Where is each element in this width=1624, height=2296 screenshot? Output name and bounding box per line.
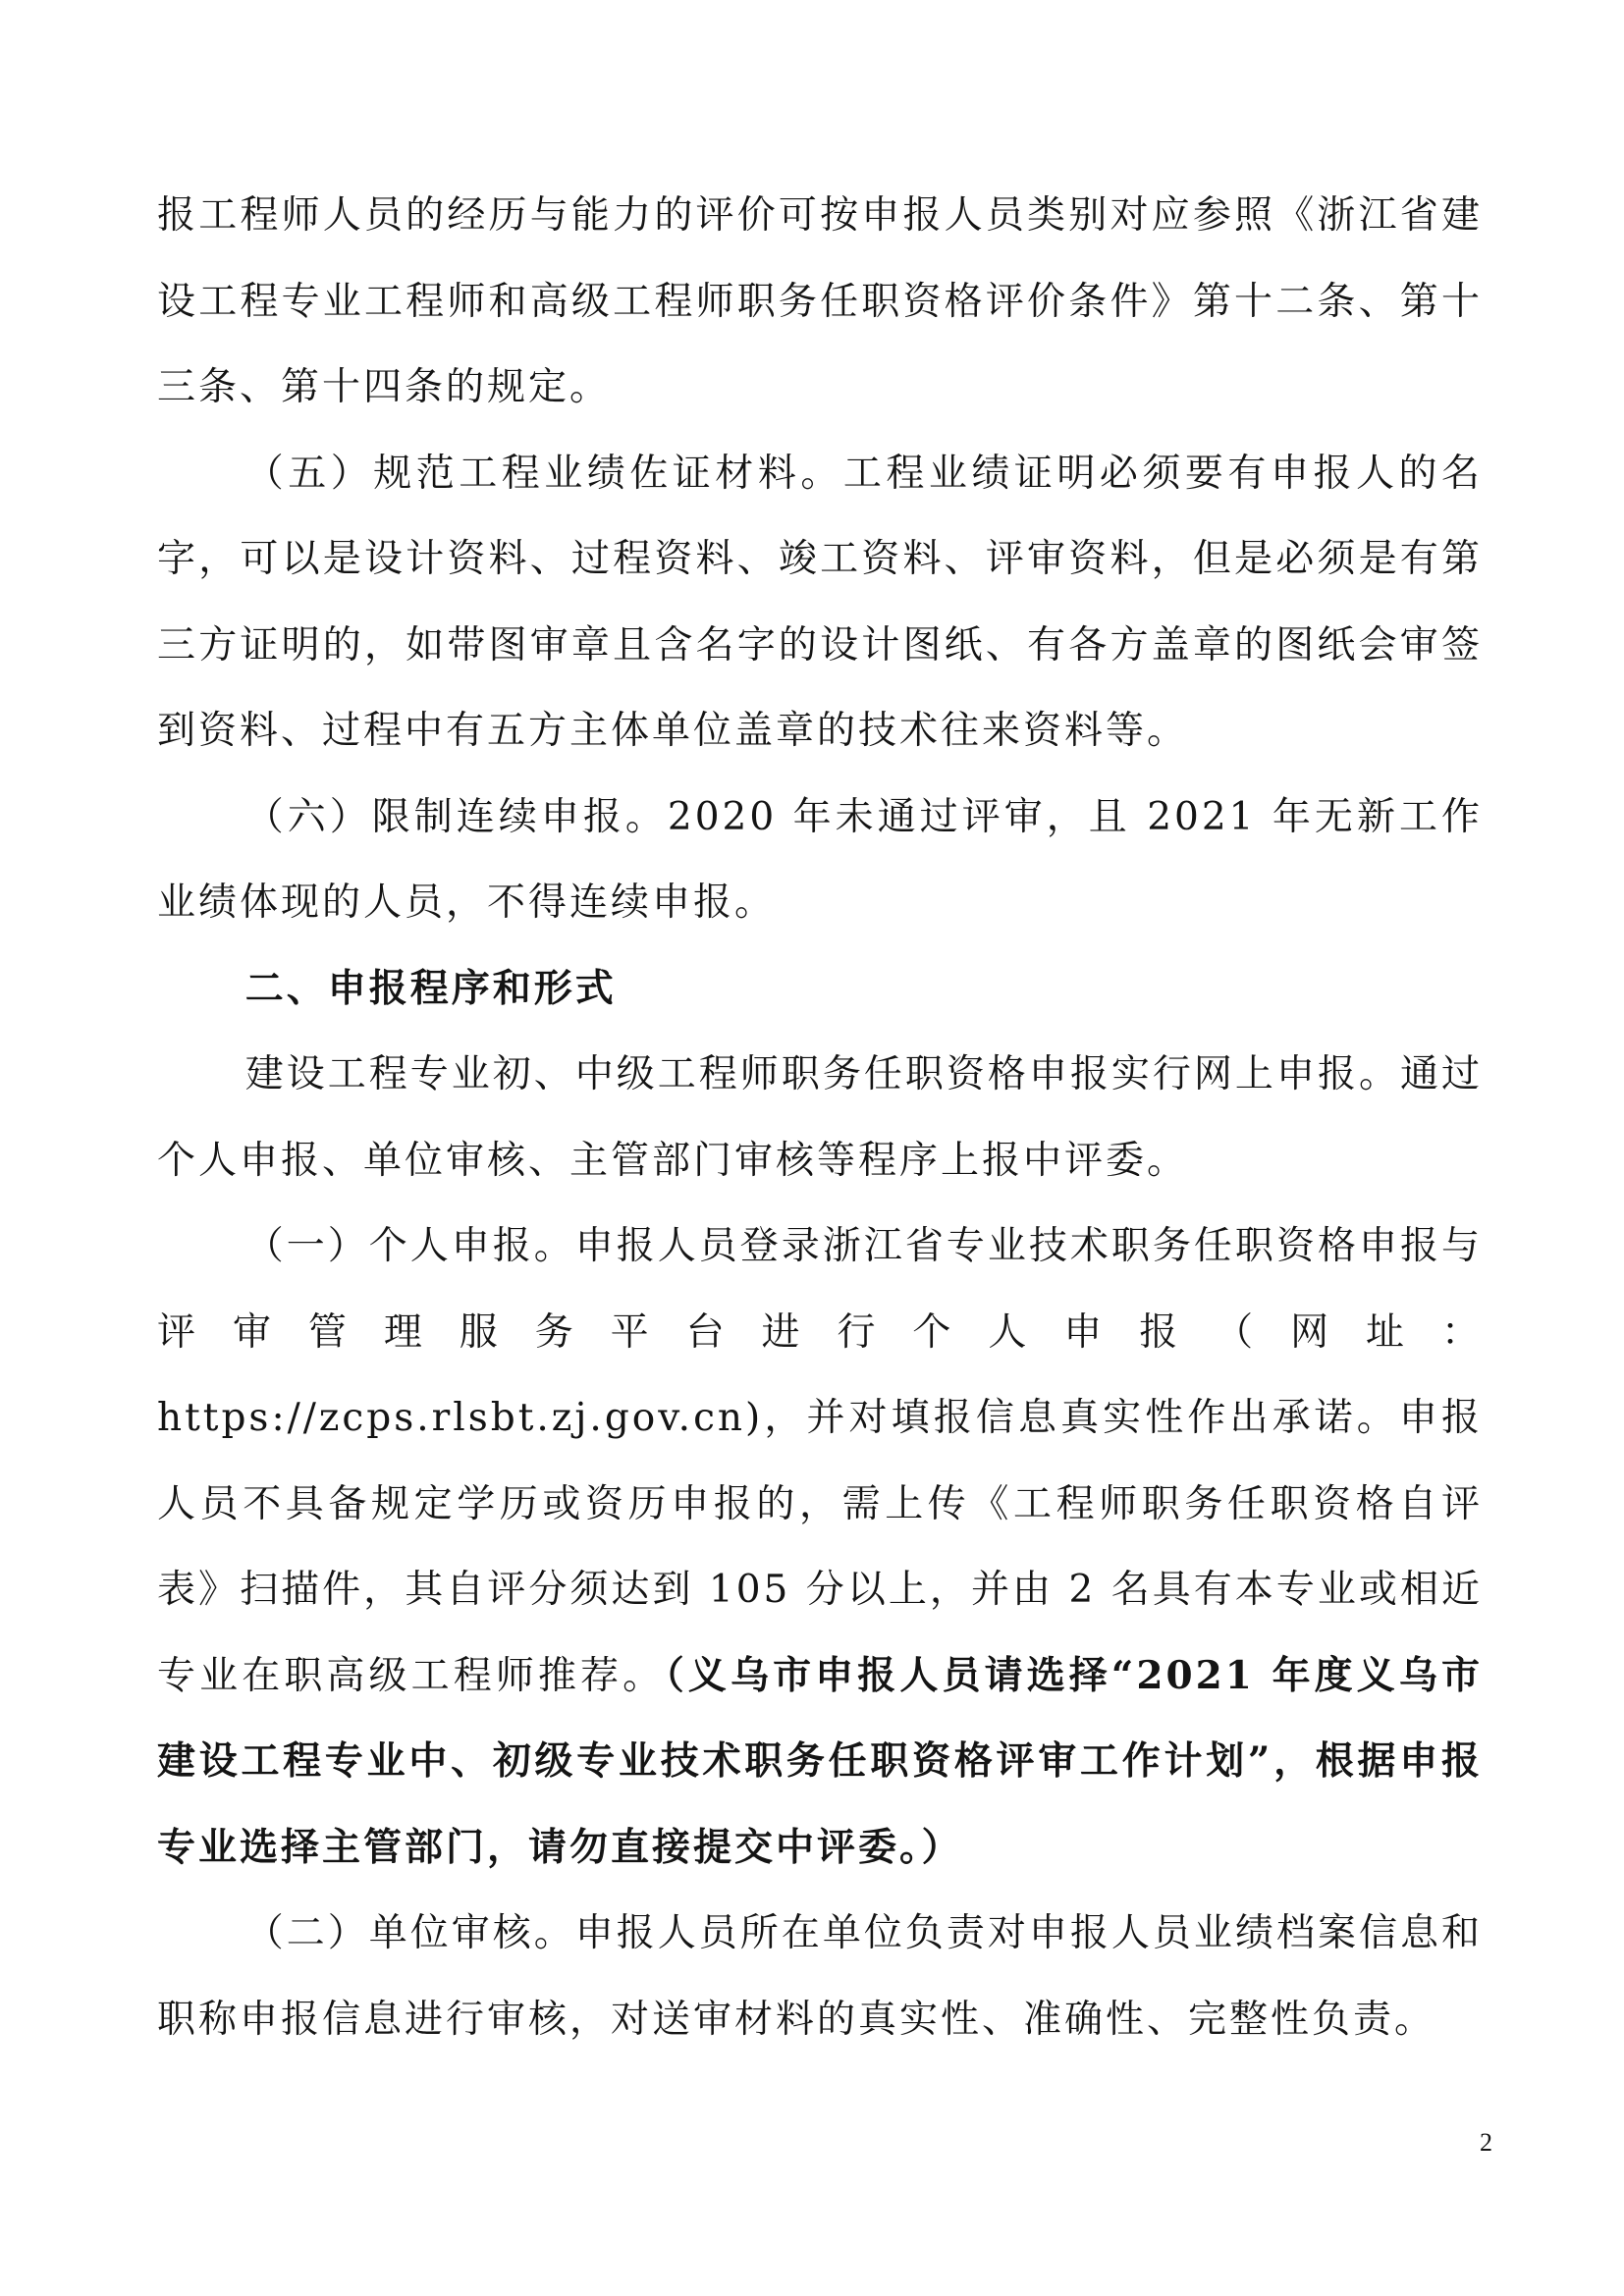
paragraph-project-evidence: （五）规范工程业绩佐证材料。工程业绩证明必须要有申报人的名字，可以是设计资料、过程资料、竣工资料、评审资料，但是必须是有第三方证明的，如带图审章且含名字的设计图纸、有各方盖章的图纸会审签到资料、过程中有五方主体单位盖章的技术往来资料等。 <box>157 451 1483 753</box>
paragraph-restrict-repeat: （六）限制连续申报。2020 年未通过评审，且 2021 年无新工作业绩体现的人员，不得连续申报。 <box>157 794 1483 925</box>
yiwu-notice-bold: （义乌市申报人员请选择“2021 年度义乌市建设工程专业中、初级专业技术职务任职资格评审工作计划”，根据申报专业选择主管部门，请勿直接提交中评委。） <box>157 1652 1483 1870</box>
personal-application-text: （一）个人申报。申报人员登录浙江省专业技术职务任职资格申报与评审管理服务平台进行个人申报（网址：https://zcps.rlsbt.zj.gov.cn)，并对填报信息真实性作出承诺。申报人员不具备规定学历或资历申报的，需上传《工程师职务任职资格自评表》扫描件，其自评分须达到 105 分以上，并由 2 名具有本专业或相近专业在职高级工程师推荐。 <box>157 1224 1483 1698</box>
page-number: 2 <box>1480 2128 1492 2157</box>
document-body <box>157 173 1483 2062</box>
paragraph-evaluation-criteria: 报工程师人员的经历与能力的评价可按申报人员类别对应参照《浙江省建设工程专业工程师和高级工程师职务任职资格评价条件》第十二条、第十三条、第十四条的规定。 <box>157 193 1483 409</box>
paragraph-unit-review: （二）单位审核。申报人员所在单位负责对申报人员业绩档案信息和职称申报信息进行审核，对送审材料的真实性、准确性、完整性负责。 <box>157 1911 1483 2042</box>
section-heading-procedure: 二、申报程序和形式 <box>244 966 617 1011</box>
paragraph-personal-application <box>157 1203 1483 1891</box>
paragraph-online-application: 建设工程专业初、中级工程师职务任职资格申报实行网上申报。通过个人申报、单位审核、主管部门审核等程序上报中评委。 <box>157 1052 1483 1183</box>
